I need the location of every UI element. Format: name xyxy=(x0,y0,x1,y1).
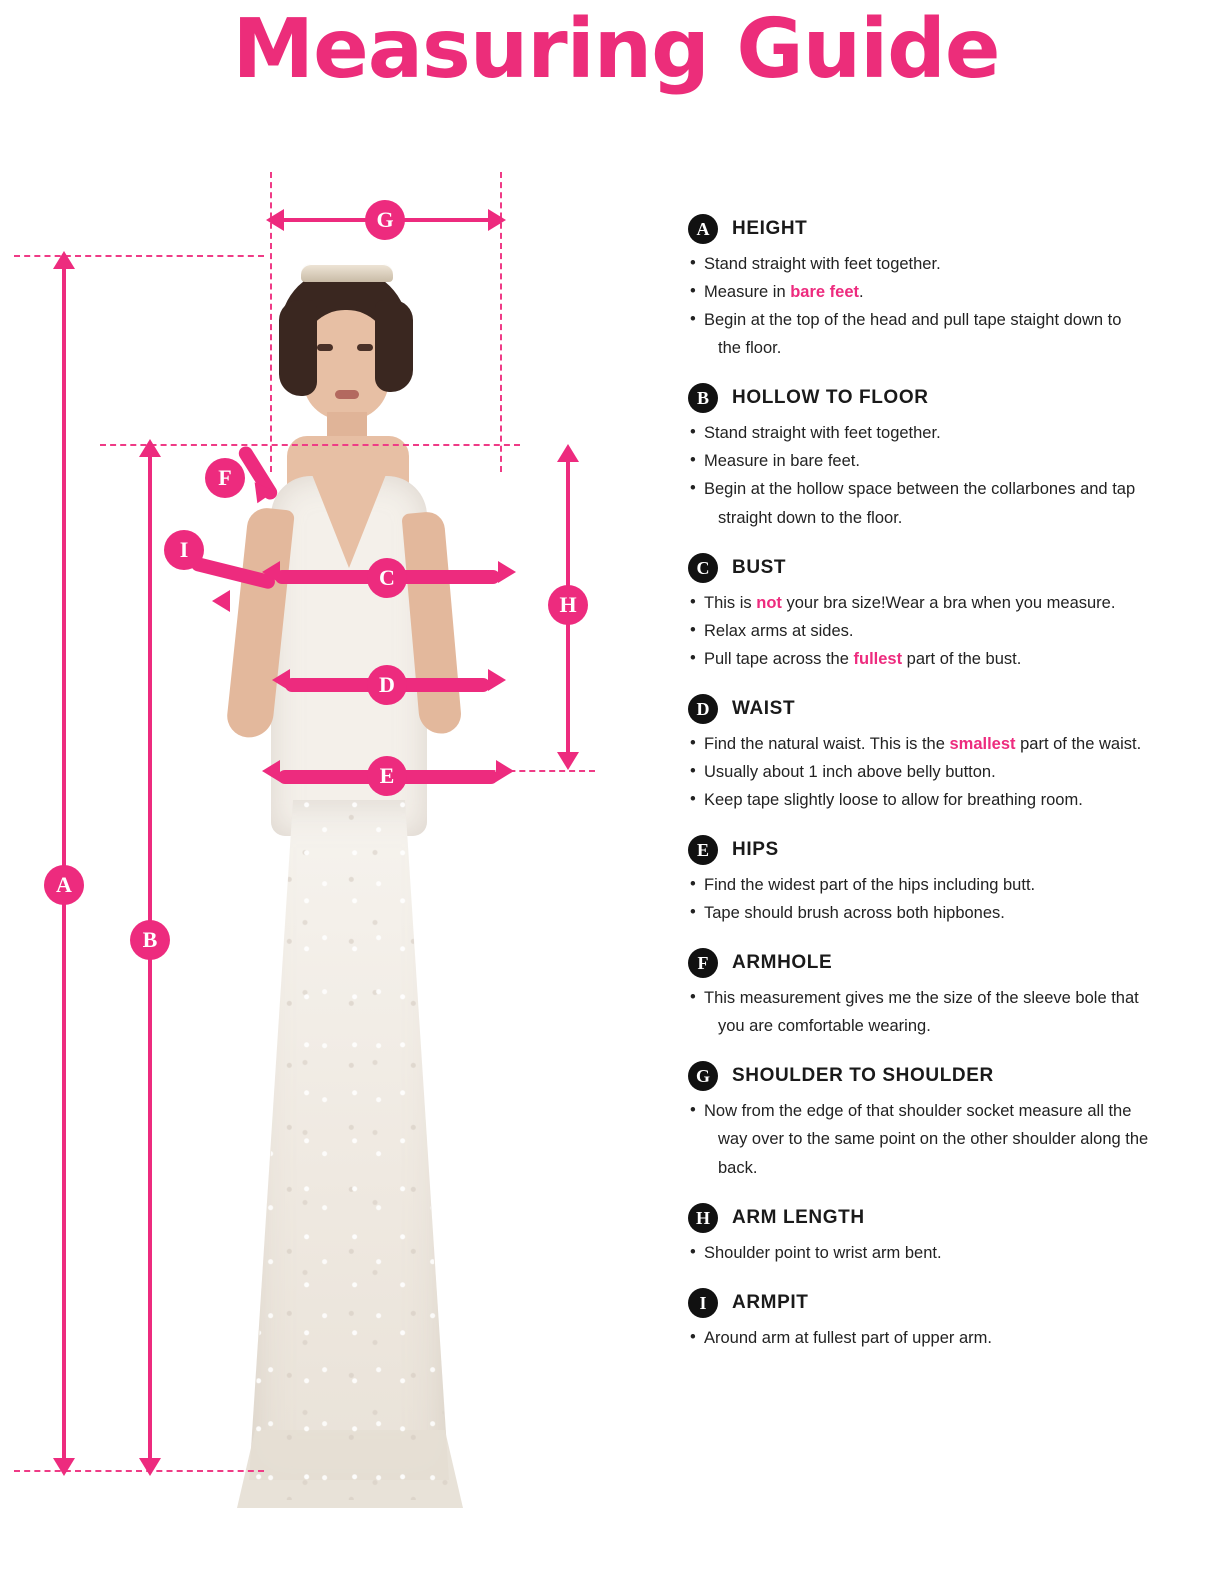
guide-bullet-list xyxy=(688,732,1216,813)
guide-letter-badge: H xyxy=(688,1203,718,1233)
guide-bullet xyxy=(688,732,1216,757)
bullet-text: the floor. xyxy=(718,339,782,358)
arrow-h-top-tip xyxy=(557,444,579,462)
guide-bullet-list xyxy=(688,421,1216,530)
bullet-text-pre: Measure in xyxy=(704,283,791,302)
guide-bullet xyxy=(688,901,1216,926)
bullet-text: Now from the edge of that shoulder socket measure all the xyxy=(704,1102,1132,1121)
guide-entry-title: HEIGHT xyxy=(732,218,808,239)
guide-bullet xyxy=(688,986,1216,1011)
guide-bullet xyxy=(688,1241,1216,1266)
guide-entry-title: HOLLOW TO FLOOR xyxy=(732,387,929,409)
guide-bullet xyxy=(688,280,1216,305)
bullet-text-pre: Pull tape across the xyxy=(704,649,854,668)
arrow-h-bottom-tip xyxy=(557,752,579,770)
bullet-text: Begin at the top of the head and pull tape staight down to xyxy=(704,311,1122,330)
guide-bullet xyxy=(688,788,1216,813)
arrow-e-right-tip xyxy=(496,760,514,782)
bullet-text: Begin at the hollow space between the collarbones and tap xyxy=(704,480,1136,499)
guide-letter-badge: D xyxy=(688,694,718,724)
badge-g: G xyxy=(365,200,405,240)
bullet-text: Usually about 1 inch above belly button. xyxy=(704,762,996,781)
guide-entry-header xyxy=(688,383,1216,413)
arrow-c-left-tip xyxy=(262,561,280,583)
guide-bullet xyxy=(688,1326,1216,1351)
bullet-text-pre: This is xyxy=(704,593,757,612)
bullet-text: Keep tape slightly loose to allow for breathing room. xyxy=(704,791,1083,810)
guide-bullet xyxy=(688,252,1216,277)
arrow-c-right-tip xyxy=(498,561,516,583)
guide-line-b-top xyxy=(100,444,520,446)
bullet-text-post: . xyxy=(859,283,864,302)
bullet-text: back. xyxy=(718,1158,758,1177)
bullet-text-highlight: bare feet xyxy=(790,283,859,302)
guide-entry-title: ARMPIT xyxy=(732,1291,809,1313)
bullet-text: Measure in bare feet. xyxy=(704,452,860,471)
guide-entry-header xyxy=(688,553,1216,583)
guide-entry-h xyxy=(688,1203,1216,1266)
bullet-text-post: your bra size!Wear a bra when you measure. xyxy=(781,593,1116,612)
bullet-text: Stand straight with feet together. xyxy=(704,255,941,273)
guide-bullet xyxy=(688,873,1216,898)
arrow-d-right-tip xyxy=(488,669,506,691)
bullet-text: This measurement gives me the size of the sleeve bole that xyxy=(704,989,1139,1008)
guide-bullet xyxy=(688,591,1216,616)
guide-entry-g xyxy=(688,1061,1216,1180)
guide-letter-badge: G xyxy=(688,1061,718,1091)
guide-line-a-top xyxy=(14,255,264,257)
guide-entry-header xyxy=(688,1203,1216,1233)
guide-entry-header xyxy=(688,214,1216,244)
bullet-text-highlight: not xyxy=(756,593,782,612)
bullet-text-post: part of the waist. xyxy=(1015,734,1142,753)
guide-letter-badge: A xyxy=(688,214,718,244)
guide-bullet xyxy=(688,760,1216,785)
guide-letter-badge: E xyxy=(688,835,718,865)
guide-entry-f xyxy=(688,948,1216,1039)
bullet-text: you are comfortable wearing. xyxy=(718,1017,931,1036)
guide-entry-title: WAIST xyxy=(732,697,796,719)
bullet-text: Tape should brush across both hipbones. xyxy=(704,904,1005,923)
guide-bullet xyxy=(688,477,1216,502)
guide-entry-c xyxy=(688,553,1216,672)
guide-entry-a xyxy=(688,214,1216,361)
guide-entry-header xyxy=(688,1288,1216,1318)
guide-bullet xyxy=(688,1156,1216,1181)
guide-bullet-list xyxy=(688,1099,1216,1180)
bullet-text: Stand straight with feet together. xyxy=(704,424,941,443)
arrow-a-bottom-tip xyxy=(53,1458,75,1476)
guide-bullet xyxy=(688,506,1216,531)
guide-letter-badge: I xyxy=(688,1288,718,1318)
bullet-text-highlight: smallest xyxy=(949,734,1016,753)
guide-list xyxy=(688,214,1216,1373)
badge-f: F xyxy=(205,458,245,498)
arrow-g-right-tip xyxy=(488,209,506,231)
guide-entry-header xyxy=(688,835,1216,865)
guide-letter-badge: B xyxy=(688,383,718,413)
arrow-g-left-tip xyxy=(266,209,284,231)
guide-bullet-list xyxy=(688,1326,1216,1351)
arrow-e-left-tip xyxy=(262,760,280,782)
bullet-text-post: part of the bust. xyxy=(902,649,1022,668)
bullet-text: Find the widest part of the hips including butt. xyxy=(704,876,1036,895)
arrow-i-tip xyxy=(212,590,230,612)
guide-entry-i xyxy=(688,1288,1216,1351)
guide-letter-badge: C xyxy=(688,553,718,583)
badge-e: E xyxy=(367,756,407,796)
figure-panel xyxy=(0,130,650,1500)
arrow-a xyxy=(62,268,66,1460)
guide-entry-b xyxy=(688,383,1216,530)
guide-bullet xyxy=(688,421,1216,446)
badge-a: A xyxy=(44,865,84,905)
guide-bullet xyxy=(688,647,1216,672)
page-title: Measuring Guide xyxy=(232,2,1000,97)
guide-entry-title: BUST xyxy=(732,556,787,578)
guide-entry-title: HIPS xyxy=(732,839,779,861)
guide-bullet xyxy=(688,619,1216,644)
guide-entry-header xyxy=(688,1061,1216,1091)
guide-bullet-list xyxy=(688,591,1216,672)
guide-entry-d xyxy=(688,694,1216,813)
bullet-text: way over to the same point on the other shoulder along the xyxy=(718,1130,1149,1149)
guide-bullet-list xyxy=(688,252,1216,361)
guide-entry-title: SHOULDER TO SHOULDER xyxy=(732,1065,994,1087)
bullet-text: Shoulder point to wrist arm bent. xyxy=(704,1243,942,1262)
guide-entry-header xyxy=(688,694,1216,724)
guide-entry-title: ARM LENGTH xyxy=(732,1206,865,1228)
bullet-text: Around arm at fullest part of upper arm. xyxy=(704,1328,992,1347)
badge-d: D xyxy=(367,665,407,705)
guide-entry-e xyxy=(688,835,1216,926)
guide-bullet-list xyxy=(688,873,1216,926)
bullet-text-pre: Find the natural waist. This is the xyxy=(704,734,950,753)
badge-b: B xyxy=(130,920,170,960)
badge-c: C xyxy=(367,558,407,598)
guide-letter-badge: F xyxy=(688,948,718,978)
guide-bullet xyxy=(688,1099,1216,1124)
guide-bullet xyxy=(688,1127,1216,1152)
badge-i: I xyxy=(164,530,204,570)
bullet-text: Relax arms at sides. xyxy=(704,621,854,640)
badge-h: H xyxy=(548,585,588,625)
guide-entry-title: ARMHOLE xyxy=(732,952,833,974)
measurement-overlay xyxy=(0,130,650,1500)
guide-bullet xyxy=(688,1014,1216,1039)
guide-bullet-list xyxy=(688,986,1216,1039)
guide-bullet-list xyxy=(688,1241,1216,1266)
guide-bullet xyxy=(688,449,1216,474)
arrow-d-left-tip xyxy=(272,669,290,691)
bullet-text: straight down to the floor. xyxy=(718,508,903,527)
arrow-b-top-tip xyxy=(139,439,161,457)
arrow-b-bottom-tip xyxy=(139,1458,161,1476)
bullet-text-highlight: fullest xyxy=(853,649,903,668)
arrow-a-top-tip xyxy=(53,251,75,269)
guide-bullet xyxy=(688,336,1216,361)
guide-bullet xyxy=(688,308,1216,333)
guide-entry-header xyxy=(688,948,1216,978)
